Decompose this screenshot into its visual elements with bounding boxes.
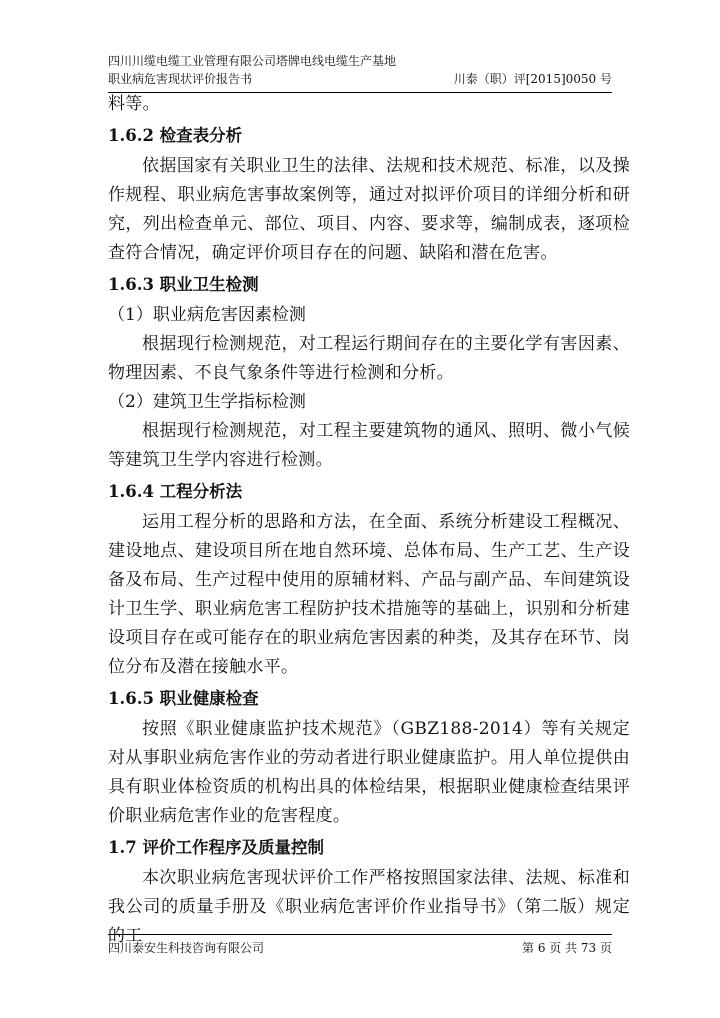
paragraph-health-examination: 按照《职业健康监护技术规范》（GBZ188-2014）等有关规定对从事职业病危害作业的劳动者进行职业健康监护。用人单位提供由具有职业体检资质的机构出具的体检结果，根据职业健康检查结果评价职业病危害作业的危害程度。 — [108, 719, 630, 826]
paragraph-engineering-analysis: 运用工程分析的思路和方法，在全面、系统分析建设工程概况、建设地点、建设项目所在地自然环境、总体布局、生产工艺、生产设备及布局、生产过程中使用的原辅材料、产品与副产品、车间建筑设计卫生学、职业病危害工程防护技术措施等的基础上，识别和分析建设项目存在或可能存在的职业病危害因素的种类，及其存在环节、岗位分布及潜在接触水平。 — [108, 512, 630, 677]
section-heading-1-6-5: 1.6.5 职业健康检查 — [108, 689, 259, 708]
paragraph-building-hygiene-testing: 根据现行检测规范，对工程主要建筑物的通风、照明、微小气候等建筑卫生学内容进行检测。 — [108, 421, 630, 470]
subheading-hazard-factor-testing: （1）职业病危害因素检测 — [108, 305, 306, 325]
header-project-name: 四川川缆电缆工业管理有限公司塔牌电线电缆生产基地 — [108, 54, 397, 68]
section-heading-1-6-4: 1.6.4 工程分析法 — [108, 482, 243, 501]
footer-divider — [108, 934, 612, 935]
section-heading-1-6-2: 1.6.2 检查表分析 — [108, 126, 243, 145]
paragraph-continuation: 料等。 — [108, 94, 160, 114]
paragraph-checklist-analysis: 依据国家有关职业卫生的法律、法规和技术规范、标准，以及操作规程、职业病危害事故案例等，通过对拟评价项目的详细分析和研究，列出检查单元、部位、项目、内容、要求等，编制成表，逐项检查符合情况，确定评价项目存在的问题、缺陷和潜在危害。 — [108, 156, 630, 263]
header-report-number: 川泰（职）评[2015]0050 号 — [453, 72, 612, 86]
section-heading-1-7: 1.7 评价工作程序及质量控制 — [108, 838, 324, 857]
page-footer — [108, 939, 612, 956]
subheading-building-hygiene-testing: （2）建筑卫生学指标检测 — [108, 392, 306, 412]
footer-page-number: 第 6 页 共 73 页 — [522, 941, 612, 955]
document-body — [108, 90, 630, 951]
footer-company: 四川泰安生科技咨询有限公司 — [108, 941, 265, 955]
paragraph-hazard-factor-testing: 根据现行检测规范，对工程运行期间存在的主要化学有害因素、物理因素、不良气象条件等进行检测和分析。 — [108, 334, 630, 383]
page-header — [108, 52, 612, 88]
section-heading-1-6-3: 1.6.3 职业卫生检测 — [108, 275, 259, 294]
paragraph-quality-control: 本次职业病危害现状评价工作严格按照国家法律、法规、标准和我公司的质量手册及《职业病危害评价作业指导书》（第二版）规定的工 — [108, 868, 630, 946]
header-report-title: 职业病危害现状评价报告书 — [108, 72, 253, 86]
